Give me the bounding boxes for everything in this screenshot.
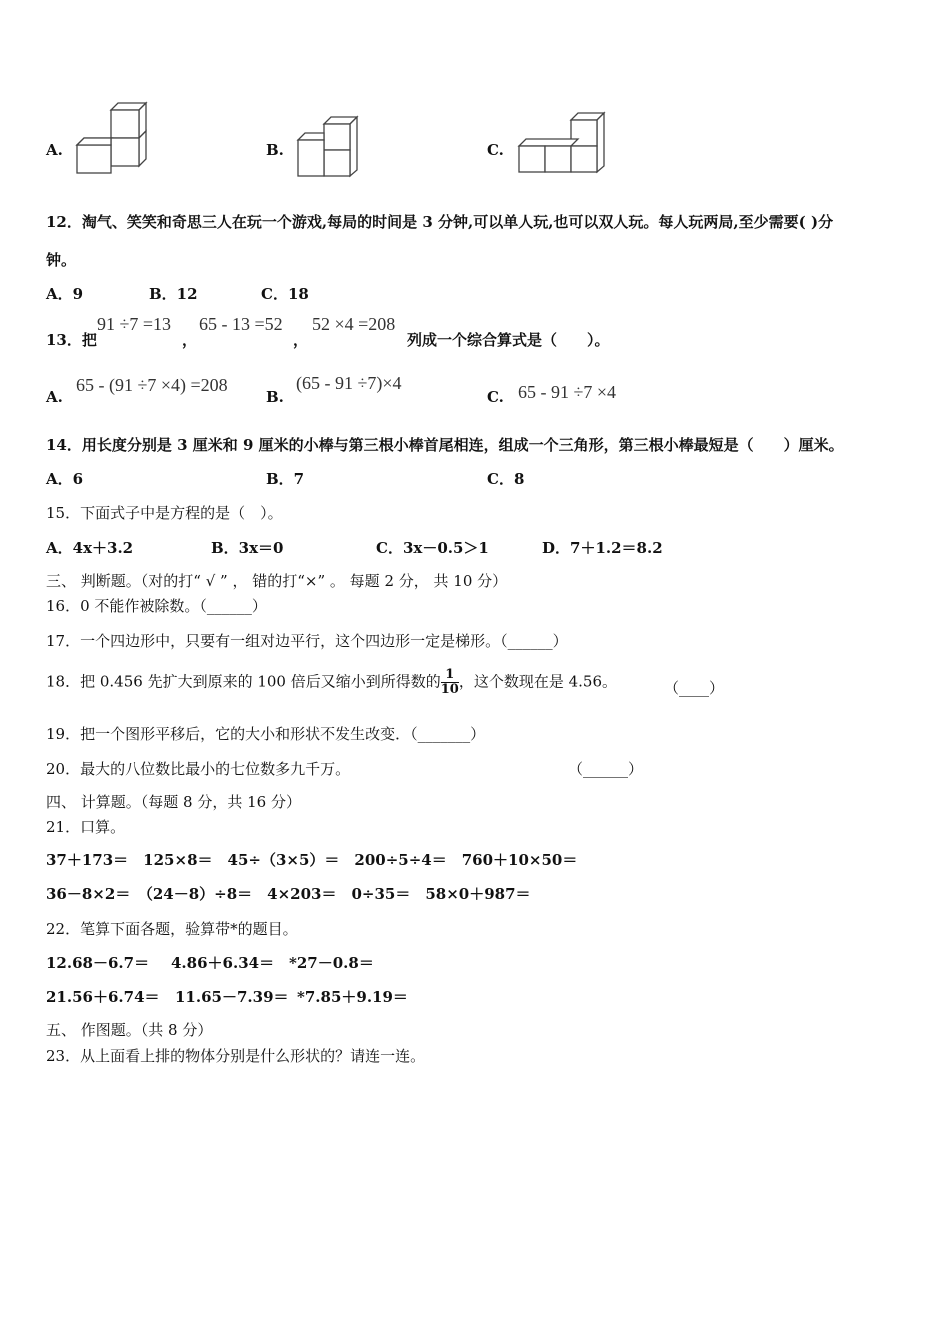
q11-option-a-label: A. (46, 141, 63, 159)
q13-separator-2: ， (293, 331, 309, 349)
q15-option-d: D．7＋1.2＝8.2 (542, 539, 663, 557)
q13-option-a-label: A. (46, 388, 63, 406)
q13-equation-2: 65 - 13 =52 (199, 314, 283, 334)
q12-text-line2: 钟。 (46, 251, 77, 269)
q12-option-a: A．9 (46, 285, 84, 303)
q21-text: 21．口算。 (46, 818, 126, 836)
q13-option-b-expr: (65 - 91 ÷7)×4 (296, 373, 402, 393)
q21-row-2: 36－8×2＝ （24－8）÷8＝ 4×203＝ 0÷35＝ 58×0＋987＝ (46, 885, 531, 903)
q14-option-c: C．8 (487, 470, 525, 488)
q22-text: 22．笔算下面各题，验算带*的题目。 (46, 920, 298, 938)
q15-option-c: C．3x－0.5＞1 (376, 539, 489, 557)
q15-option-b: B．3x＝0 (211, 539, 284, 557)
q22-row1-item-1: 12.68－6.7＝ (46, 954, 150, 972)
q20-text: 20．最大的八位数比最小的七位数多九千万。 (46, 760, 351, 778)
q21-row-1: 37＋173＝ 125×8＝ 45÷（3×5）＝ 200÷5÷4＝ 760＋10×50＝ (46, 851, 578, 869)
q18-fraction-denominator: 10 (440, 682, 459, 697)
q12-text-line1: 12．淘气、笑笑和奇思三人在玩一个游戏,每局的时间是 3 分钟,可以单人玩,也可以双人玩。每人玩两局,至少需要( )分 (46, 213, 834, 231)
q18-fraction (441, 668, 459, 697)
section-4-title: 四、 计算题。（每题 8 分，共 16 分） (46, 793, 301, 811)
q18-answer-blank[interactable]: （____） (664, 679, 725, 697)
q22-row2-item-3: *7.85＋9.19＝ (297, 988, 408, 1006)
q18-text-after: ，这个数现在是 4.56。 (458, 672, 617, 691)
q22-row2-item-1: 21.56＋6.74＝ (46, 988, 160, 1006)
section-5-title: 五、 作图题。（共 8 分） (46, 1021, 213, 1039)
q22-row1-item-3: *27－0.8＝ (289, 954, 374, 972)
q23-text: 23．从上面看上排的物体分别是什么形状的？请连一连。 (46, 1047, 426, 1065)
q13-option-c-expr: 65 - 91 ÷7 ×4 (518, 382, 617, 402)
q11-option-b-label: B. (266, 141, 284, 159)
q12-option-b: B．12 (149, 285, 198, 303)
q14-option-a: A．6 (46, 470, 84, 488)
q13-option-b-label: B. (266, 388, 284, 406)
cube-figure-b-icon (294, 112, 362, 180)
q22-row1-item-2: 4.86＋6.34＝ (171, 954, 275, 972)
q22-row2-item-2: 11.65－7.39＝ (175, 988, 289, 1006)
q14-text: 14．用长度分别是 3 厘米和 9 厘米的小棒与第三根小棒首尾相连，组成一个三角形，第三根小棒最短是（ ）厘米。 (46, 436, 844, 454)
q13-prefix: 13．把 (46, 331, 97, 349)
q15-option-a: A．4x＋3.2 (46, 539, 134, 557)
q18-fraction-numerator: 1 (441, 668, 459, 683)
q12-option-c: C．18 (261, 285, 309, 303)
cube-figure-c-icon (515, 110, 611, 176)
q13-equation-3: 52 ×4 =208 (312, 314, 396, 334)
cube-figure-a-icon (74, 100, 150, 176)
q18-text-before: 18．把 0.456 先扩大到原来的 100 倍后又缩小到所得数的 (46, 672, 441, 691)
q19-text: 19．把一个图形平移后，它的大小和形状不发生改变．（_______） (46, 725, 486, 743)
q18-line (46, 668, 617, 697)
q13-equation-1: 91 ÷7 =13 (97, 314, 172, 334)
section-3-title: 三、 判断题。（对的打“ √ ” ， 错的打“×” 。 每题 2 分， 共 10 分） (46, 572, 508, 590)
q11-option-c-label: C. (487, 141, 504, 159)
q16-text: 16．0 不能作被除数。（______） (46, 597, 267, 615)
q20-answer-blank[interactable]: （______） (568, 760, 644, 778)
q14-option-b: B．7 (266, 470, 305, 488)
q13-separator-1: ， (182, 331, 198, 349)
q13-option-c-label: C. (487, 388, 504, 406)
q15-text: 15．下面式子中是方程的是（ ）。 (46, 504, 283, 522)
q13-option-a-expr: 65 - (91 ÷7 ×4) =208 (76, 375, 228, 395)
q13-suffix: 列成一个综合算式是（ ）。 (407, 331, 610, 349)
q17-text: 17．一个四边形中，只要有一组对边平行，这个四边形一定是梯形。（______） (46, 632, 568, 650)
